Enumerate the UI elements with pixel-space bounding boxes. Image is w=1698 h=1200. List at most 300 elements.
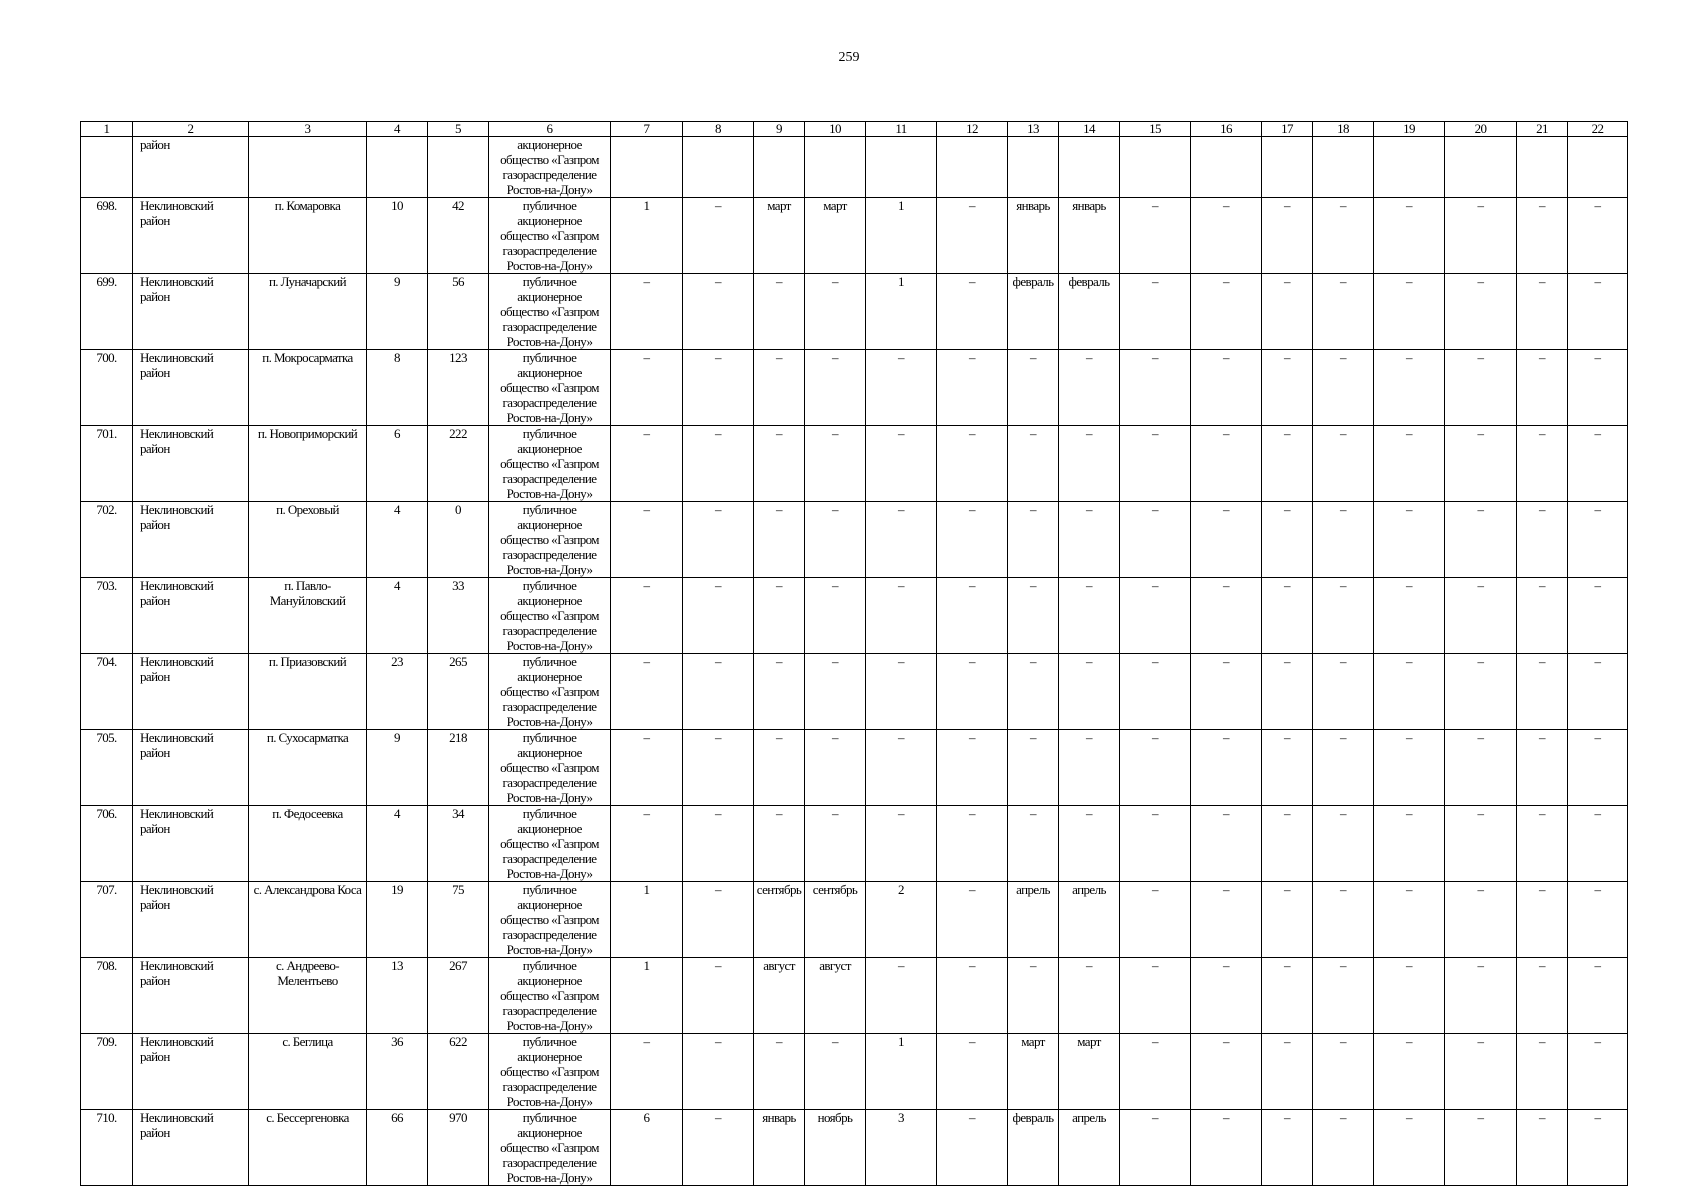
col7-cell: – xyxy=(611,654,683,730)
owner-cell-line: общество «Газпром xyxy=(500,532,599,547)
col18-cell: – xyxy=(1313,578,1374,654)
col7-cell: – xyxy=(611,502,683,578)
col22-cell xyxy=(1568,137,1628,198)
column-number-row xyxy=(81,122,1628,137)
column-number: 5 xyxy=(428,122,489,137)
col22-cell: – xyxy=(1568,1110,1628,1186)
col5-cell: 222 xyxy=(428,426,489,502)
col22-cell: – xyxy=(1568,958,1628,1034)
col10-cell: ноябрь xyxy=(805,1110,866,1186)
owner-cell xyxy=(489,350,611,426)
col5-cell: 265 xyxy=(428,654,489,730)
col4-cell: 4 xyxy=(367,806,428,882)
col19-cell: – xyxy=(1374,958,1445,1034)
col7-cell xyxy=(611,137,683,198)
col15-cell: – xyxy=(1120,806,1191,882)
col16-cell: – xyxy=(1191,882,1262,958)
column-number: 9 xyxy=(754,122,805,137)
col16-cell: – xyxy=(1191,958,1262,1034)
col4-cell: 6 xyxy=(367,426,428,502)
col19-cell: – xyxy=(1374,882,1445,958)
district-cell xyxy=(133,198,249,274)
col9-cell: август xyxy=(754,958,805,1034)
col10-cell: – xyxy=(805,578,866,654)
col10-cell: сентябрь xyxy=(805,882,866,958)
col5-cell: 75 xyxy=(428,882,489,958)
col17-cell xyxy=(1262,137,1313,198)
district-cell-line: район xyxy=(140,1125,170,1140)
district-cell-line: район xyxy=(140,289,170,304)
district-cell-line: Неклиновский xyxy=(140,958,214,973)
table-row xyxy=(81,958,1628,1034)
col21-cell: – xyxy=(1517,426,1568,502)
col9-cell: – xyxy=(754,578,805,654)
col22-cell: – xyxy=(1568,502,1628,578)
owner-cell-line: Ростов-на-Дону» xyxy=(506,790,593,805)
col15-cell: – xyxy=(1120,198,1191,274)
col22-cell: – xyxy=(1568,1034,1628,1110)
col11-cell: 1 xyxy=(866,1034,937,1110)
owner-cell-line: акционерное xyxy=(517,1049,582,1064)
settlement-cell-line: п. Луначарский xyxy=(268,274,347,289)
col19-cell: – xyxy=(1374,1110,1445,1186)
owner-cell-line: общество «Газпром xyxy=(500,912,599,927)
owner-cell-line: газораспределение xyxy=(502,319,597,334)
col12-cell: – xyxy=(937,1110,1008,1186)
settlement-cell-line: Мелентьево xyxy=(277,973,338,988)
col22-cell: – xyxy=(1568,578,1628,654)
col15-cell: – xyxy=(1120,882,1191,958)
owner-cell-line: Ростов-на-Дону» xyxy=(506,1018,593,1033)
owner-cell-line: публичное xyxy=(522,1110,577,1125)
column-number: 22 xyxy=(1568,122,1628,137)
col10-cell: – xyxy=(805,274,866,350)
owner-cell-line: публичное xyxy=(522,882,577,897)
settlement-cell xyxy=(249,274,367,350)
col18-cell: – xyxy=(1313,806,1374,882)
settlement-cell-line: с. Александрова Коса xyxy=(253,882,362,897)
owner-cell xyxy=(489,730,611,806)
col7-cell: – xyxy=(611,578,683,654)
col18-cell: – xyxy=(1313,1034,1374,1110)
district-cell-line: район xyxy=(140,821,170,836)
table-row xyxy=(81,654,1628,730)
col13-cell: март xyxy=(1008,1034,1059,1110)
col18-cell: – xyxy=(1313,274,1374,350)
col22-cell: – xyxy=(1568,426,1628,502)
district-cell xyxy=(133,502,249,578)
district-cell: район xyxy=(133,137,249,198)
col17-cell: – xyxy=(1262,806,1313,882)
district-cell-line: Неклиновский xyxy=(140,654,214,669)
district-cell xyxy=(133,350,249,426)
district-cell xyxy=(133,274,249,350)
col10-cell: – xyxy=(805,806,866,882)
table-row xyxy=(81,730,1628,806)
col7-cell: – xyxy=(611,274,683,350)
owner-cell xyxy=(489,502,611,578)
settlement-cell-line: п. Павло- xyxy=(284,578,331,593)
col12-cell: – xyxy=(937,274,1008,350)
col13-cell: январь xyxy=(1008,198,1059,274)
col14-cell: апрель xyxy=(1059,1110,1120,1186)
col11-cell xyxy=(866,137,937,198)
col15-cell: – xyxy=(1120,958,1191,1034)
col12-cell: – xyxy=(937,350,1008,426)
col4-cell: 36 xyxy=(367,1034,428,1110)
settlement-cell xyxy=(249,958,367,1034)
col10-cell: – xyxy=(805,654,866,730)
owner-cell-line: Ростов-на-Дону» xyxy=(506,638,593,653)
col19-cell: – xyxy=(1374,274,1445,350)
col13-cell xyxy=(1008,137,1059,198)
col18-cell: – xyxy=(1313,882,1374,958)
col18-cell: – xyxy=(1313,654,1374,730)
col18-cell: – xyxy=(1313,502,1374,578)
col8-cell xyxy=(683,137,754,198)
owner-cell-line: общество «Газпром xyxy=(500,304,599,319)
col15-cell: – xyxy=(1120,654,1191,730)
col9-cell: – xyxy=(754,274,805,350)
col15-cell: – xyxy=(1120,578,1191,654)
col16-cell: – xyxy=(1191,350,1262,426)
owner-cell-line: акционерное xyxy=(517,365,582,380)
district-cell-line: Неклиновский xyxy=(140,274,214,289)
owner-cell-line: публичное xyxy=(522,1034,577,1049)
col20-cell: – xyxy=(1445,1034,1517,1110)
owner-cell-line: Ростов-на-Дону» xyxy=(506,942,593,957)
col5-cell: 42 xyxy=(428,198,489,274)
owner-cell-line: публичное xyxy=(522,502,577,517)
col22-cell: – xyxy=(1568,882,1628,958)
page-number: 259 xyxy=(838,50,860,65)
settlement-cell-line: п. Сухосарматка xyxy=(266,730,349,745)
col8-cell: – xyxy=(683,198,754,274)
col11-cell: 3 xyxy=(866,1110,937,1186)
col14-cell: январь xyxy=(1059,198,1120,274)
col7-cell: 6 xyxy=(611,1110,683,1186)
col9-cell: сентябрь xyxy=(754,882,805,958)
column-number: 13 xyxy=(1008,122,1059,137)
col14-cell: – xyxy=(1059,350,1120,426)
owner-cell-line: газораспределение xyxy=(502,471,597,486)
settlement-cell xyxy=(249,578,367,654)
col15-cell: – xyxy=(1120,1034,1191,1110)
col14-cell xyxy=(1059,137,1120,198)
col21-cell: – xyxy=(1517,958,1568,1034)
col9-cell: – xyxy=(754,426,805,502)
district-cell xyxy=(133,958,249,1034)
col10-cell: – xyxy=(805,502,866,578)
col13-cell: апрель xyxy=(1008,882,1059,958)
table-row xyxy=(81,426,1628,502)
col11-cell: 1 xyxy=(866,198,937,274)
col17-cell: – xyxy=(1262,958,1313,1034)
district-cell-line: Неклиновский xyxy=(140,426,214,441)
col18-cell xyxy=(1313,137,1374,198)
col8-cell: – xyxy=(683,350,754,426)
owner-cell xyxy=(489,426,611,502)
col21-cell xyxy=(1517,137,1568,198)
table-row xyxy=(81,274,1628,350)
col17-cell: – xyxy=(1262,1110,1313,1186)
col14-cell: – xyxy=(1059,578,1120,654)
owner-cell-line: акционерное xyxy=(517,1125,582,1140)
col12-cell: – xyxy=(937,882,1008,958)
owner-cell-line: публичное xyxy=(522,806,577,821)
column-number: 12 xyxy=(937,122,1008,137)
owner-cell-line: публичное xyxy=(522,958,577,973)
column-number: 14 xyxy=(1059,122,1120,137)
col14-cell: – xyxy=(1059,730,1120,806)
col15-cell xyxy=(1120,137,1191,198)
col8-cell: – xyxy=(683,1110,754,1186)
col5-cell: 267 xyxy=(428,958,489,1034)
settlement-cell-line: п. Мокросарматка xyxy=(262,350,353,365)
col11-cell: 1 xyxy=(866,274,937,350)
owner-cell xyxy=(489,198,611,274)
col14-cell: – xyxy=(1059,806,1120,882)
col22-cell: – xyxy=(1568,806,1628,882)
column-number: 18 xyxy=(1313,122,1374,137)
col16-cell: – xyxy=(1191,198,1262,274)
owner-cell-line: акционерное xyxy=(517,593,582,608)
row-number-cell: 709. xyxy=(81,1034,133,1110)
owner-cell-line: газораспределение xyxy=(502,167,597,182)
col17-cell: – xyxy=(1262,1034,1313,1110)
district-cell-line: район xyxy=(140,973,170,988)
col10-cell: март xyxy=(805,198,866,274)
col16-cell: – xyxy=(1191,578,1262,654)
col22-cell: – xyxy=(1568,274,1628,350)
col20-cell: – xyxy=(1445,730,1517,806)
settlement-cell-line: с. Беглица xyxy=(282,1034,333,1049)
owner-cell-line: акционерное xyxy=(517,669,582,684)
district-cell-line: район xyxy=(140,593,170,608)
owner-cell xyxy=(489,137,611,198)
col10-cell xyxy=(805,137,866,198)
column-number: 2 xyxy=(133,122,249,137)
col17-cell: – xyxy=(1262,654,1313,730)
settlement-cell-line: п. Ореховый xyxy=(276,502,339,517)
owner-cell-line: Ростов-на-Дону» xyxy=(506,1170,593,1185)
col18-cell: – xyxy=(1313,958,1374,1034)
col10-cell: – xyxy=(805,730,866,806)
col21-cell: – xyxy=(1517,654,1568,730)
owner-cell-line: акционерное xyxy=(517,973,582,988)
district-cell-line: Неклиновский xyxy=(140,1110,214,1125)
district-cell-line: Неклиновский xyxy=(140,350,214,365)
col19-cell: – xyxy=(1374,578,1445,654)
col18-cell: – xyxy=(1313,730,1374,806)
col16-cell xyxy=(1191,137,1262,198)
district-cell-line: район xyxy=(140,1049,170,1064)
col11-cell: – xyxy=(866,426,937,502)
col9-cell: – xyxy=(754,1034,805,1110)
col5-cell: 33 xyxy=(428,578,489,654)
owner-cell-line: акционерное xyxy=(517,289,582,304)
col7-cell: – xyxy=(611,730,683,806)
col8-cell: – xyxy=(683,882,754,958)
col10-cell: – xyxy=(805,350,866,426)
district-cell-line: район xyxy=(140,441,170,456)
row-number-cell xyxy=(81,137,133,198)
col20-cell: – xyxy=(1445,1110,1517,1186)
schedule-table xyxy=(80,121,1628,1186)
col5-cell: 970 xyxy=(428,1110,489,1186)
col12-cell: – xyxy=(937,198,1008,274)
settlement-cell xyxy=(249,1110,367,1186)
col19-cell: – xyxy=(1374,426,1445,502)
col7-cell: 1 xyxy=(611,198,683,274)
settlement-cell-line: п. Приазовский xyxy=(268,654,347,669)
col16-cell: – xyxy=(1191,1034,1262,1110)
district-cell-line: Неклиновский xyxy=(140,730,214,745)
owner-cell-line: Ростов-на-Дону» xyxy=(506,410,593,425)
col12-cell: – xyxy=(937,578,1008,654)
col19-cell: – xyxy=(1374,806,1445,882)
col9-cell: – xyxy=(754,654,805,730)
settlement-cell-line: п. Новоприморский xyxy=(257,426,358,441)
column-number: 10 xyxy=(805,122,866,137)
owner-cell xyxy=(489,578,611,654)
table-row xyxy=(81,350,1628,426)
col5-cell xyxy=(428,137,489,198)
column-number: 15 xyxy=(1120,122,1191,137)
district-cell xyxy=(133,806,249,882)
settlement-cell-line: с. Бессергеновка xyxy=(266,1110,349,1125)
owner-cell-line: газораспределение xyxy=(502,699,597,714)
column-number: 6 xyxy=(489,122,611,137)
col18-cell: – xyxy=(1313,426,1374,502)
row-number-cell: 701. xyxy=(81,426,133,502)
col19-cell: – xyxy=(1374,350,1445,426)
col17-cell: – xyxy=(1262,502,1313,578)
col22-cell: – xyxy=(1568,350,1628,426)
col12-cell: – xyxy=(937,806,1008,882)
col16-cell: – xyxy=(1191,654,1262,730)
col4-cell: 13 xyxy=(367,958,428,1034)
col17-cell: – xyxy=(1262,578,1313,654)
col10-cell: – xyxy=(805,1034,866,1110)
district-cell-line: Неклиновский xyxy=(140,502,214,517)
col12-cell: – xyxy=(937,958,1008,1034)
col21-cell: – xyxy=(1517,198,1568,274)
owner-cell-line: общество «Газпром xyxy=(500,608,599,623)
owner-cell-line: акционерное xyxy=(517,137,582,152)
col13-cell: – xyxy=(1008,502,1059,578)
settlement-cell-line: Мануйловский xyxy=(269,593,346,608)
col8-cell: – xyxy=(683,426,754,502)
settlement-cell-line: п. Федосеевка xyxy=(272,806,343,821)
district-cell xyxy=(133,882,249,958)
owner-cell-line: публичное xyxy=(522,578,577,593)
owner-cell-line: газораспределение xyxy=(502,243,597,258)
row-number-cell: 710. xyxy=(81,1110,133,1186)
table-row xyxy=(81,1034,1628,1110)
col22-cell: – xyxy=(1568,198,1628,274)
owner-cell xyxy=(489,806,611,882)
col15-cell: – xyxy=(1120,1110,1191,1186)
owner-cell-line: газораспределение xyxy=(502,775,597,790)
col14-cell: – xyxy=(1059,426,1120,502)
col11-cell: – xyxy=(866,578,937,654)
col15-cell: – xyxy=(1120,730,1191,806)
col15-cell: – xyxy=(1120,502,1191,578)
settlement-cell xyxy=(249,806,367,882)
column-number: 8 xyxy=(683,122,754,137)
col7-cell: 1 xyxy=(611,958,683,1034)
col11-cell: – xyxy=(866,502,937,578)
col21-cell: – xyxy=(1517,1110,1568,1186)
col8-cell: – xyxy=(683,578,754,654)
col19-cell: – xyxy=(1374,198,1445,274)
district-cell xyxy=(133,1034,249,1110)
col4-cell: 4 xyxy=(367,502,428,578)
owner-cell-line: публичное xyxy=(522,730,577,745)
col13-cell: – xyxy=(1008,654,1059,730)
district-cell xyxy=(133,578,249,654)
col11-cell: – xyxy=(866,806,937,882)
col16-cell: – xyxy=(1191,502,1262,578)
owner-cell-line: акционерное xyxy=(517,745,582,760)
col19-cell: – xyxy=(1374,730,1445,806)
col8-cell: – xyxy=(683,806,754,882)
col16-cell: – xyxy=(1191,274,1262,350)
col9-cell: март xyxy=(754,198,805,274)
col20-cell: – xyxy=(1445,882,1517,958)
col14-cell: март xyxy=(1059,1034,1120,1110)
col19-cell: – xyxy=(1374,654,1445,730)
table-row xyxy=(81,806,1628,882)
column-number: 1 xyxy=(81,122,133,137)
column-number: 20 xyxy=(1445,122,1517,137)
col11-cell: – xyxy=(866,350,937,426)
col18-cell: – xyxy=(1313,1110,1374,1186)
col13-cell: – xyxy=(1008,426,1059,502)
col17-cell: – xyxy=(1262,730,1313,806)
owner-cell-line: общество «Газпром xyxy=(500,1064,599,1079)
column-number: 21 xyxy=(1517,122,1568,137)
col20-cell: – xyxy=(1445,274,1517,350)
owner-cell xyxy=(489,882,611,958)
settlement-cell xyxy=(249,426,367,502)
col4-cell: 9 xyxy=(367,274,428,350)
settlement-cell xyxy=(249,350,367,426)
col12-cell: – xyxy=(937,502,1008,578)
col17-cell: – xyxy=(1262,426,1313,502)
column-number: 7 xyxy=(611,122,683,137)
owner-cell-line: общество «Газпром xyxy=(500,228,599,243)
col16-cell: – xyxy=(1191,806,1262,882)
col13-cell: – xyxy=(1008,958,1059,1034)
col17-cell: – xyxy=(1262,882,1313,958)
col4-cell: 8 xyxy=(367,350,428,426)
settlement-cell-line: с. Андреево- xyxy=(276,958,339,973)
col21-cell: – xyxy=(1517,350,1568,426)
col8-cell: – xyxy=(683,502,754,578)
owner-cell-line: газораспределение xyxy=(502,851,597,866)
col20-cell: – xyxy=(1445,502,1517,578)
column-number: 17 xyxy=(1262,122,1313,137)
column-number: 4 xyxy=(367,122,428,137)
col5-cell: 218 xyxy=(428,730,489,806)
owner-cell-line: публичное xyxy=(522,654,577,669)
col19-cell xyxy=(1374,137,1445,198)
column-number: 19 xyxy=(1374,122,1445,137)
district-cell-line: район xyxy=(140,517,170,532)
settlement-cell xyxy=(249,137,367,198)
